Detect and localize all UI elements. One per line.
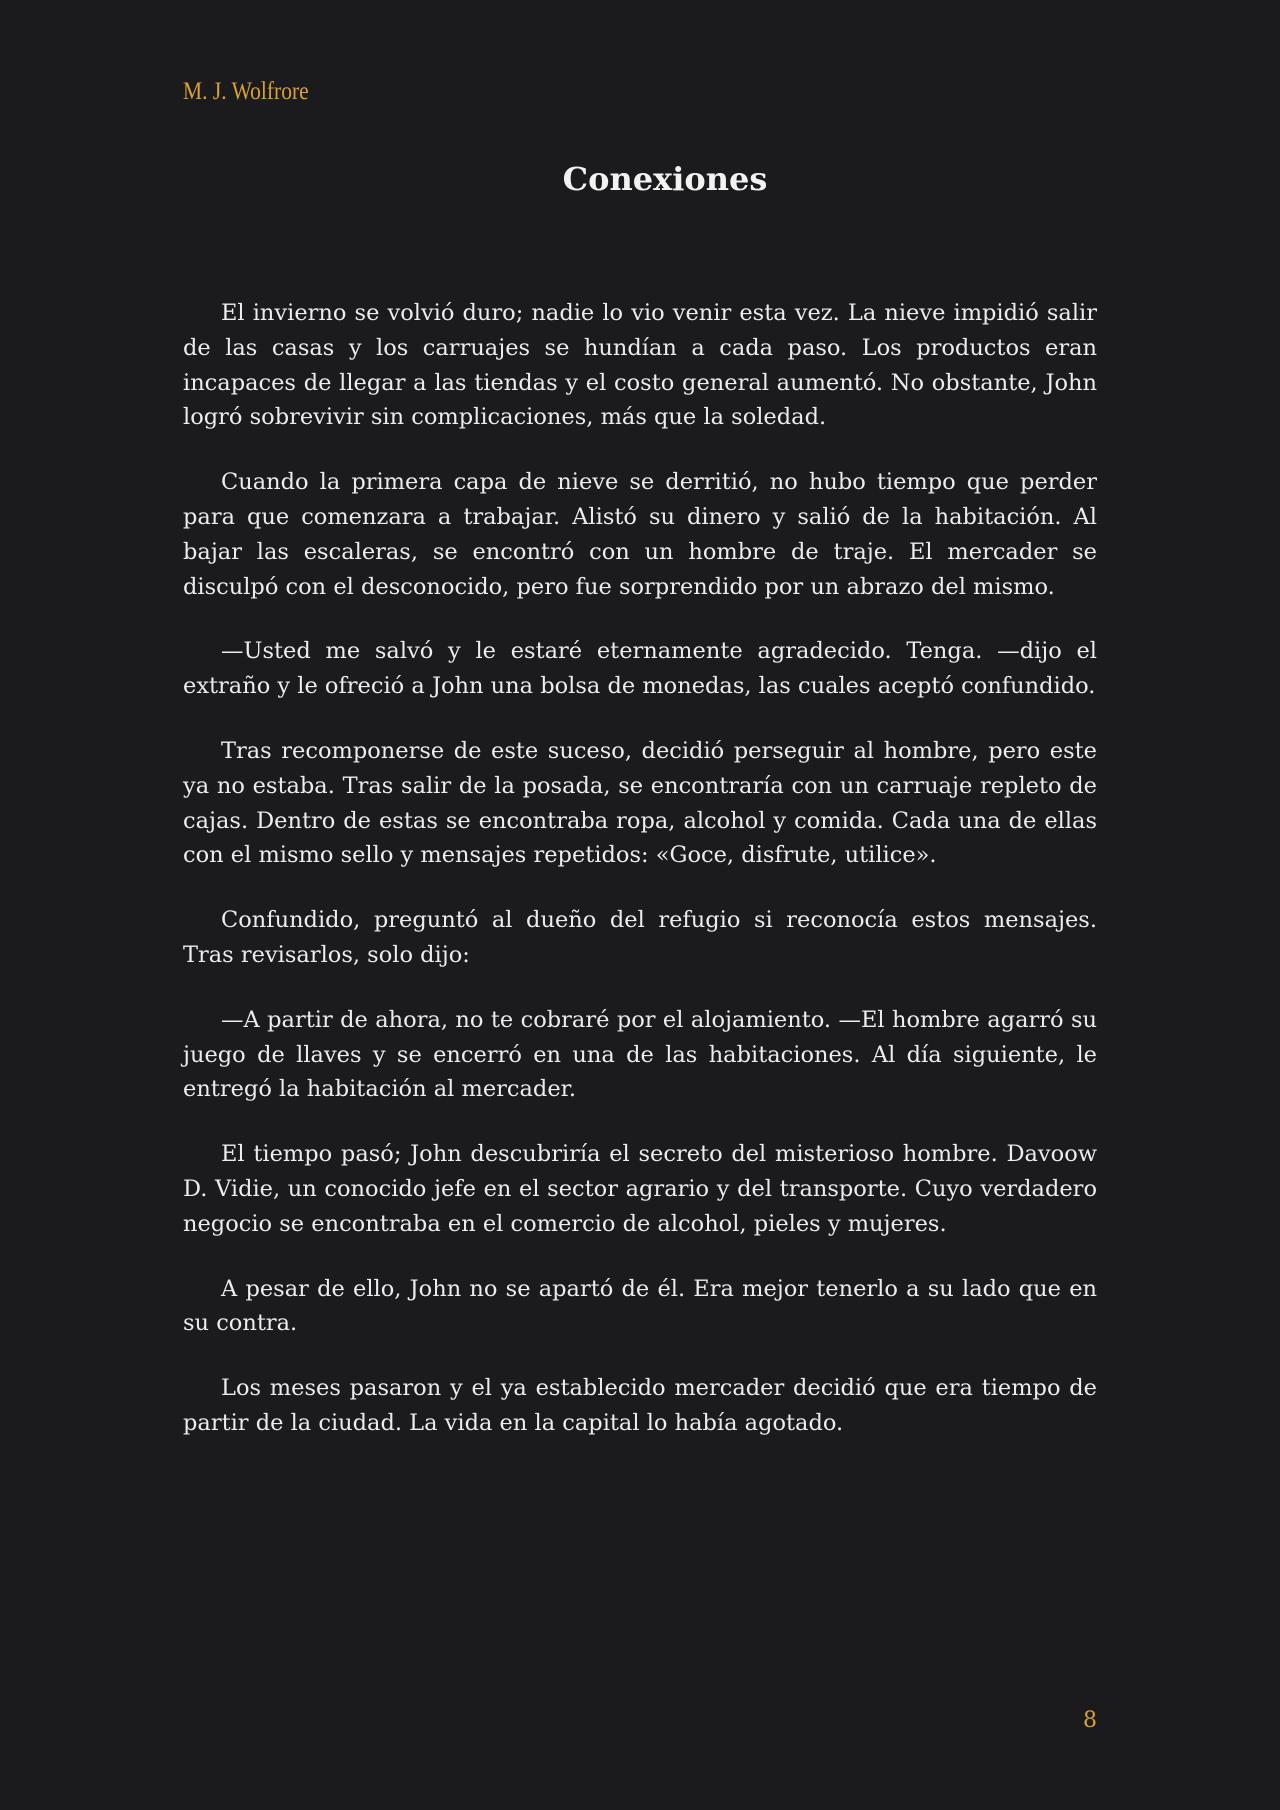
page-number: 8 xyxy=(1083,1708,1097,1733)
paragraph: Tras recomponerse de este suceso, decidió perseguir al hombre, pero este ya no estaba. Tras salir de la posada, se encontraría con un carruaje repleto de cajas. Dentro de estas se encontraba ropa, alcohol y comida. Cada una de ellas con el mismo sello y mensajes repetidos: «Goce, disfrute, utilice». xyxy=(183,737,1097,869)
paragraph: Los meses pasaron y el ya establecido mercader decidió que era tiempo de partir de la ciudad. La vida en la capital lo había agotado. xyxy=(183,1375,1097,1436)
chapter-body xyxy=(183,296,1097,1471)
running-header-author: M. J. Wolfrore xyxy=(183,78,309,105)
paragraph: Cuando la primera capa de nieve se derritió, no hubo tiempo que perder para que comenzara a trabajar. Alistó su dinero y salió de la habitación. Al bajar las escaleras, se encontró con un hombre de traje. El mercader se disculpó con el desconocido, pero fue sorprendido por un abrazo del mismo. xyxy=(183,469,1097,600)
paragraph: —Usted me salvó y le estaré eternamente agradecido. Tenga. —dijo el extraño y le ofreció a John una bolsa de monedas, las cuales aceptó confundido. xyxy=(183,638,1097,700)
paragraph: Confundido, preguntó al dueño del refugio si reconocía estos mensajes. Tras revisarlos, solo dijo: xyxy=(183,907,1097,968)
paragraph: A pesar de ello, John no se apartó de él. Era mejor tenerlo a su lado que en su contra. xyxy=(183,1275,1097,1337)
chapter-title: Conexiones xyxy=(562,160,768,198)
paragraph: El tiempo pasó; John descubriría el secreto del misterioso hombre. Davoow D. Vidie, un conocido jefe en el sector agrario y del transporte. Cuyo verdadero negocio se encontraba en el comercio de alcohol, pieles y mujeres. xyxy=(183,1141,1097,1237)
paragraph: El invierno se volvió duro; nadie lo vio venir esta vez. La nieve impidió salir de las casas y los carruajes se hundían a cada paso. Los productos eran incapaces de llegar a las tiendas y el costo general aumentó. No obstante, John logró sobrevivir sin complicaciones, más que la soledad. xyxy=(183,300,1097,431)
paragraph: —A partir de ahora, no te cobraré por el alojamiento. —El hombre agarró su juego de llaves y se encerró en una de las habitaciones. Al día siguiente, le entregó la habitación al mercader. xyxy=(183,1006,1097,1103)
